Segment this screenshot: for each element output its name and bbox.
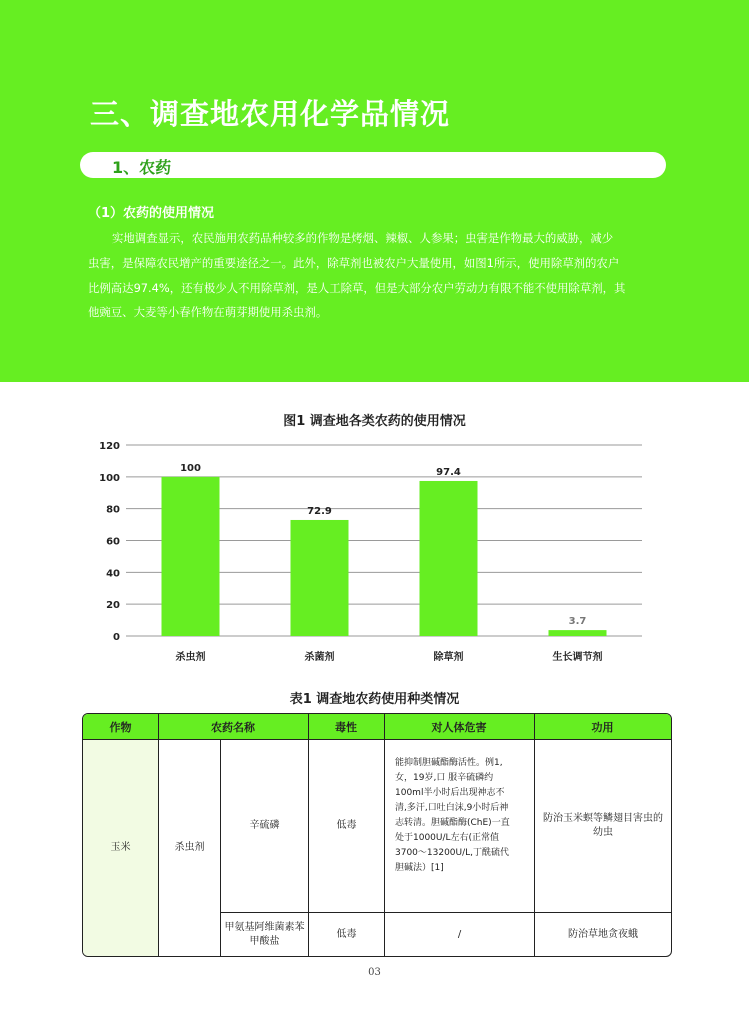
row-divider [220, 912, 671, 913]
x-tick-label: 杀虫剂 [175, 652, 206, 663]
toxicity-1: 低毒 [336, 820, 357, 831]
sub-title: （1）农药的使用情况 [88, 206, 215, 221]
col-divider [308, 714, 309, 956]
y-tick-label: 60 [106, 536, 120, 548]
pesticide-name-1: 辛硫磷 [249, 820, 280, 831]
harm-line: 能抑制胆碱酯酶活性。例1, [395, 758, 503, 768]
use-2: 防治草地贪夜蛾 [568, 928, 638, 940]
data-label: 100 [180, 462, 201, 474]
header-divider [83, 739, 671, 740]
harm-1 [395, 756, 535, 876]
y-tick-label: 80 [106, 504, 120, 516]
harm-line: 3700～13200U/L,丁酰硫代 [395, 848, 510, 858]
figure-title: 图1 调查地各类农药的使用情况 [283, 414, 466, 429]
bar [291, 520, 349, 636]
toxicity-2: 低毒 [336, 928, 357, 940]
section-title: 1、农药 [112, 158, 172, 177]
paragraph-line: 实地调查显示，农民施用农药品种较多的作物是烤烟、辣椒、人参果；虫害是作物最大的威胁，减少 [112, 231, 614, 245]
col-divider [534, 714, 535, 956]
bar [420, 481, 478, 636]
x-tick-label: 杀菌剂 [304, 652, 335, 663]
page-number: 03 [368, 967, 381, 978]
y-tick-label: 120 [99, 441, 120, 452]
harm-line: 女，19岁,口 服辛硫磷约 [395, 773, 494, 783]
harm-2: / [457, 928, 462, 940]
use-1: 防治玉米螟等鳞翅目害虫的幼虫 [543, 813, 663, 838]
harm-line: 志转清。胆碱酯酶(ChE)一直 [395, 818, 510, 828]
bar-chart [90, 430, 650, 665]
crop-cell: 玉米 [83, 740, 158, 956]
harm-line: 胆碱法）[1] [395, 863, 444, 873]
paragraph-line: 他豌豆、大麦等小春作物在萌芽期使用杀虫剂。 [88, 305, 328, 320]
header-toxicity: 毒性 [308, 714, 384, 739]
y-tick-label: 100 [99, 472, 120, 484]
bar [162, 477, 220, 636]
pesticide-table [82, 713, 672, 957]
harm-line: 100ml半小时后出现神志不 [395, 788, 505, 798]
y-tick-label: 40 [106, 568, 120, 580]
bar [549, 630, 607, 636]
y-tick-label: 0 [113, 632, 120, 643]
header-pesticide-name: 农药名称 [158, 714, 308, 739]
col-divider [158, 714, 159, 956]
data-label: 97.4 [436, 466, 461, 478]
category-cell: 杀虫剂 [174, 842, 205, 853]
y-tick-label: 20 [106, 600, 120, 612]
header-harm: 对人体危害 [384, 714, 534, 739]
data-label: 72.9 [307, 505, 332, 517]
harm-line: 处于1000U/L左右(正常值 [395, 833, 500, 843]
harm-line: 清,多汗,口吐白沫,9小时后神 [395, 803, 509, 813]
data-label: 3.7 [568, 616, 587, 628]
pesticide-name-2: 甲氨基阿维菌素苯甲酸盐 [224, 921, 305, 947]
table-title: 表1 调查地农药使用种类情况 [289, 692, 460, 707]
x-tick-label: 除草剂 [433, 652, 464, 663]
paragraph-line: 虫害，是保障农民增产的重要途径之一。此外，除草剂也被农户大量使用，如图1所示，使用除草剂的农户 [88, 255, 620, 270]
col-divider [384, 714, 385, 956]
main-title: 三、调查地农用化学品情况 [90, 97, 451, 131]
x-tick-label: 生长调节剂 [552, 652, 603, 663]
intro-paragraph [88, 226, 666, 325]
col-divider [220, 739, 221, 956]
header-use: 功用 [534, 714, 671, 739]
header-crop: 作物 [83, 714, 158, 739]
paragraph-line: 比例高达97.4%，还有极少人不用除草剂，是人工除草，但是大部分农户劳动力有限不能不使用除草剂，其 [88, 280, 626, 295]
